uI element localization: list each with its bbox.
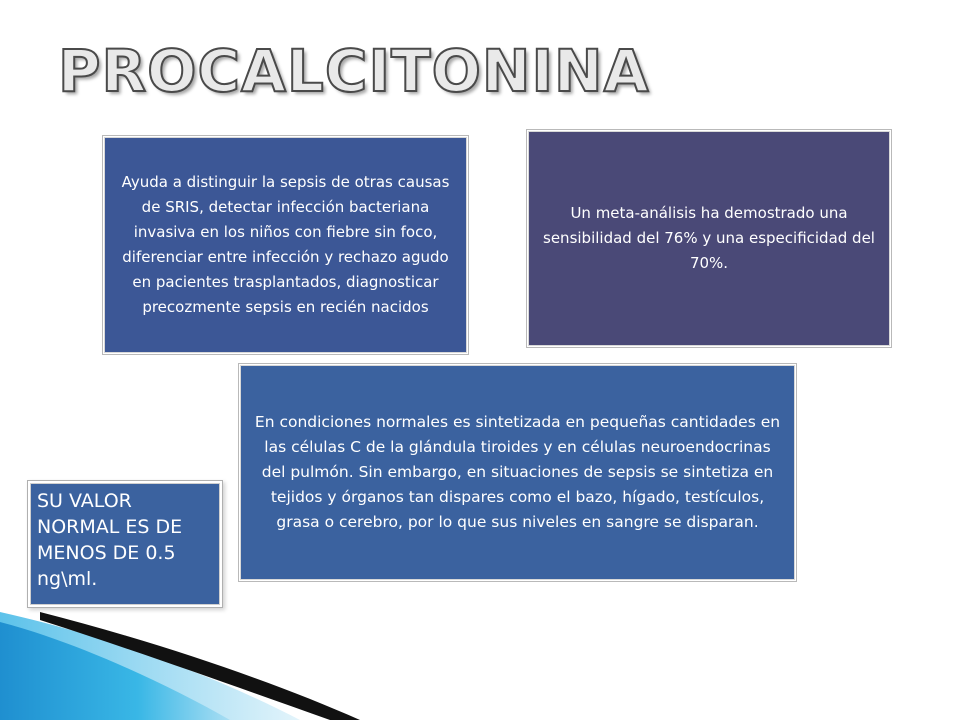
normal-value-text: SU VALOR NORMAL ES DE MENOS DE 0.5 ng\ml. xyxy=(37,490,183,590)
swoosh-cyan-band xyxy=(0,622,230,720)
normal-value-textbox xyxy=(30,483,220,605)
synthesis-textbox xyxy=(240,365,795,580)
page-title: PROCALCITONINA xyxy=(58,37,650,105)
meta-analysis-text: Un meta-análisis ha demostrado una sensibilidad del 76% y una especificidad del 70%. xyxy=(543,204,875,272)
swoosh-dark-band xyxy=(40,612,360,720)
synthesis-text: En condiciones normales es sintetizada en pequeñas cantidades en las células C de la glándula tiroides y en células neuroendocrinas del pulmón. Sin embargo, en situaciones de sepsis se sintetiza en tejidos y órganos tan dispares como el bazo, hígado, testículos, grasa o cerebro, por lo que sus niveles en sangre se disparan. xyxy=(254,413,781,531)
meta-analysis-textbox xyxy=(528,131,890,346)
sepsis-uses-text: Ayuda a distinguir la sepsis de otras causas de SRIS, detectar infección bacteriana invasiva en los niños con fiebre sin foco, diferenciar entre infección y rechazo agudo en pacientes trasplantados, diagnosticar precozmente sepsis en recién nacidos xyxy=(121,173,450,316)
sepsis-uses-textbox xyxy=(104,137,467,353)
swoosh-light-band xyxy=(0,612,300,720)
